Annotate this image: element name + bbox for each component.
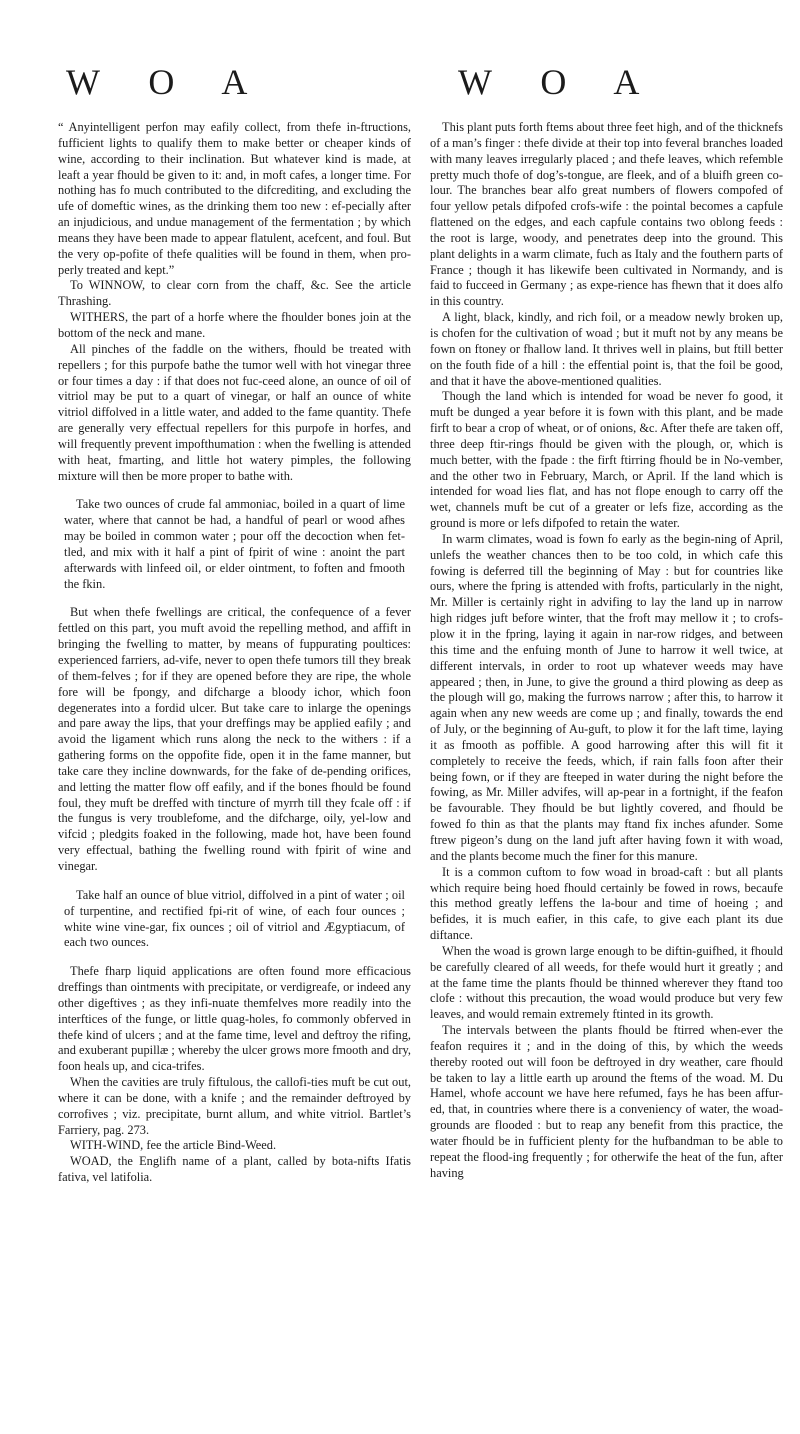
paragraph-woad-intervals: The intervals between the plants fhould be ftirred when-ever the feafon requires it ; and in the doing of this, by which the weeds thereby rooted out will foon be deftroyed in dry weather, care fhould be taken to lay a little earth up around the ftems of the woad. M. Du Hamel, whofe account we have here refumed, fays he has been affur-ed, that, in countries where there is a conveniency of water, the woad-grounds are flooded : but to reap any benefit from this practice, the water fhould be in fufficient plenty for the hufbandman to be able to repeat the flood-ing frequently ; for otherwife the heat of the fun, after having <box>430 1023 783 1180</box>
entry-winnow: To WINNOW, to clear corn from the chaff, &c. See the article Thrashing. <box>58 278 411 309</box>
paragraph-woad-description: This plant puts forth ftems about three feet high, and of the thicknefs of a man’s finger : thefe divide at their top into feveral branches loaded with many leaves irregularly placed ; and thefe leaves, which refemble pretty much thofe of dog’s-tongue, are fleek, and of a bluifh green co-lour. The branches bear alfo great numbers of flowers compofed of four yellow petals difpofed crofs-wife : the pointal becomes a capfule flattened on the edges, and each capfule contains two oblong feeds : the root is large, woody, and penetrates deep into the ground. This plant delights in a warm climate, fuch as Italy and the fouthern parts of France ; though it has likewife been cultivated in Normandy, and is faid to fucceed in Germany ; as expe-rience has fhewn that it does alfo in this country. <box>430 120 783 309</box>
paragraph-critical-swellings: But when thefe fwellings are critical, the confequence of a fever fettled on this part, you muft avoid the repelling method, and affift in bringing the fwelling to matter, by means of fuppurating poultices: experienced farriers, ad-vife, never to open thefe tumors till they break of them-felves ; for if they are opened before they are ripe, the whole fore will be fpongy, and difcharge a bloody ichor, which foon degenerates into a fordid ulcer. But take care to inlarge the openings and pare away the lips, that your dreffings may be applied eafily ; and avoid the ligament which runs along the neck to the withers : if a gathering forms on the oppofite fide, open it in the fame manner, but take care they incline downwards, for the fake of de-pending orifices, and letting the matter flow off eafily, and if the bones fhould be found foul, they muft be dreffed with tincture of myrrh till they fcale off : if the fungus is very troublefome, and the difcharge, oily, yel-low and vifcid ; pledgits foaked in the following, made hot, have been found very effectual, bathing the fwelling round with fpirit of wine and vinegar. <box>58 605 411 873</box>
paragraph-fistulous-cavities: When the cavities are truly fiftulous, the callofi-ties muft be cut out, where it can be done, with a knife ; and the remainder deftroyed by corrofives ; viz. precipitate, burnt allum, and white vitriol. Bartlet’s Farriery, pag. 273. <box>58 1075 411 1137</box>
recipe-sal-ammoniac: Take two ounces of crude fal ammoniac, boiled in a quart of lime water, where that cannot be had, a handful of pearl or wood afhes may be boiled in common water ; pour off the decoction when fet-tled, and mix with it half a pint of fpirit of wine : anoint the part afterwards with linfeed oil, or elder ointment, to foften and fmooth the fkin. <box>64 497 405 591</box>
paragraph-woad-broadcast: It is a common cuftom to fow woad in broad-caft : but all plants which require being hoed fhould certainly be fowed in rows, becaufe this method greatly leffens the la-bour and time of hoeing ; and befides, it is much eafier, in this cafe, to give each plant its due diftance. <box>430 864 783 943</box>
entry-woad: WOAD, the Englifh name of a plant, called by bota-nifts Ifatis fativa, vel latifolia. <box>58 1154 411 1185</box>
running-head-right: W O A <box>458 62 660 102</box>
left-column <box>58 120 411 1186</box>
paragraph-woad-sowing: In warm climates, woad is fown fo early as the begin-ning of April, unlefs the weather chances then to be too cold, in which cafe this fowing is deferred till the beginning of May : but for countries like ours, where the fpring is attended with frofts, particularly in the night, Mr. Miller is certainly right in advifing to lay the land up in narrow high ridges juft before winter, that the froft may mellow it ; to crofs-plow it in the fpring, laying it again in nar-row ridges, and between this time and the enfuing month of June to harrow it well twice, at different intervals, in order to root up whatever weeds may have appeared ; then, in June, to give the ground a third plowing as deep as the plough will go, making the furrows narrow ; after this, to harrow it again when any new weeds are come up ; and finally, towards the end of July, or the beginning of Au-guft, to plow it for the laft time, laying it as fmooth as poffible. A good harrowing after this will fit it completely to receive the feeds, which, if rain falls foon after their being fown, or if they are fteeped in water during the night before the fowing, as Mr. Miller advifes, will ap-pear in a fortnight, if the feafon be favourable. They fhould be but lightly covered, and fhould be fowed fo thin as that the plants may ftand fix inches afunder. Some ftrew pigeon’s dung on the land juft after having fown it with woad, and the plants become much the finer for this manure. <box>430 531 783 863</box>
paragraph-woad-soil: A light, black, kindly, and rich foil, or a meadow newly broken up, is chofen for the cultivation of woad ; but it muft not by any means be fown on ftoney or fhallow land. It thrives well in plains, but ftill better on the fouth fide of a hill : the effential point is, that the foil be good, and that it have the above-mentioned qualities. <box>430 310 783 388</box>
recipe-blue-vitriol: Take half an ounce of blue vitriol, diffolved in a pint of water ; oil of turpentine, and rectified fpi-rit of wine, of each four ounces ; white wine vine-gar, fix ounces ; oil of vitriol and Ægyptiacum, of each two ounces. <box>64 887 405 950</box>
paragraph-sharp-liquid: Thefe fharp liquid applications are often found more efficacious dreffings than ointments with precipitate, or verdigreafe, or indeed any other digeftives ; as they infi-nuate themfelves more readily into the interftices of the funge, or little quag-holes, fo commonly obferved in thefe kind of ulcers ; and at the fame time, level and deftroy the rifing, and exuberant pupillæ ; whereby the ulcer grows more fmooth and dry, foon heals up, and cica-trifes. <box>58 964 411 1074</box>
paragraph-woad-weeding: When the woad is grown large enough to be diftin-guifhed, it fhould be carefully cleared of all weeds, for thefe would hurt it greatly ; and at the fame time the plants fhould be thinned wherever they ftand too clofe : without this precaution, the woad would produce but very few leaves, and would remain extremely ftinted in its growth. <box>430 943 783 1022</box>
entry-withers: WITHERS, the part of a horfe where the fhoulder bones join at the bottom of the neck and mane. <box>58 310 411 340</box>
running-head-left: W O A <box>66 62 268 102</box>
paragraph-withers-pinches: All pinches of the faddle on the withers, fhould be treated with repellers ; for this purpofe bathe the tumor well with hot vinegar three or four times a day : if that does not fuc-ceed alone, an ounce of oil of vitriol may be put to a quart of vinegar, or half an ounce of white vitriol diffolved in a little water, and added to the fame quantity. Thefe are generally very effectual repellers for this purpofe in horfes, and will frequently prevent impofthumation : when the fwelling is attended with heat, fmarting, and little hot watery pimples, the following mixture will then be more proper to bathe with. <box>58 341 411 483</box>
paragraph-woad-dunging: Though the land which is intended for woad be never fo good, it muft be dunged a year before it is fown with this plant, and be made firft to bear a crop of wheat, or of onions, &c. After thefe are taken off, three deep ftir-rings fhould be given with the plough, or, which is much better, with the fpade : the firft ftirring fhould be in No-vember, and the other two in February, March, or April. If the land which is intended for woad lies flat, and has not flope enough to carry off the wet, channels muft be cut of a greater or lefs fize, according as the ground is more or lefs difpofed to retain the water. <box>430 389 783 531</box>
right-column <box>430 120 783 1182</box>
paragraph-wine-conclusion: “ Anyintelligent perfon may eafily collect, from thefe in-ftructions, fufficient lights to qualify them to make better or cheaper kinds of wine, according to their inclination. But whatever kind is made, at leaft a year fhould be given to it: and, in moft cafes, a longer time. For nothing has fo much contributed to the difcrediting, and excluding the ufe of domeftic wines, as the drinking them too new : ef-pecially after an injudicious, and undue management of the fermentation ; by which means they have been made to appear flatulent, acefcent, and foul. But the very op-pofite of thefe qualities will be found in them, when pro-perly treated and kept.” <box>58 120 411 277</box>
entry-with-wind: WITH-WIND, fee the article Bind-Weed. <box>70 1138 277 1153</box>
